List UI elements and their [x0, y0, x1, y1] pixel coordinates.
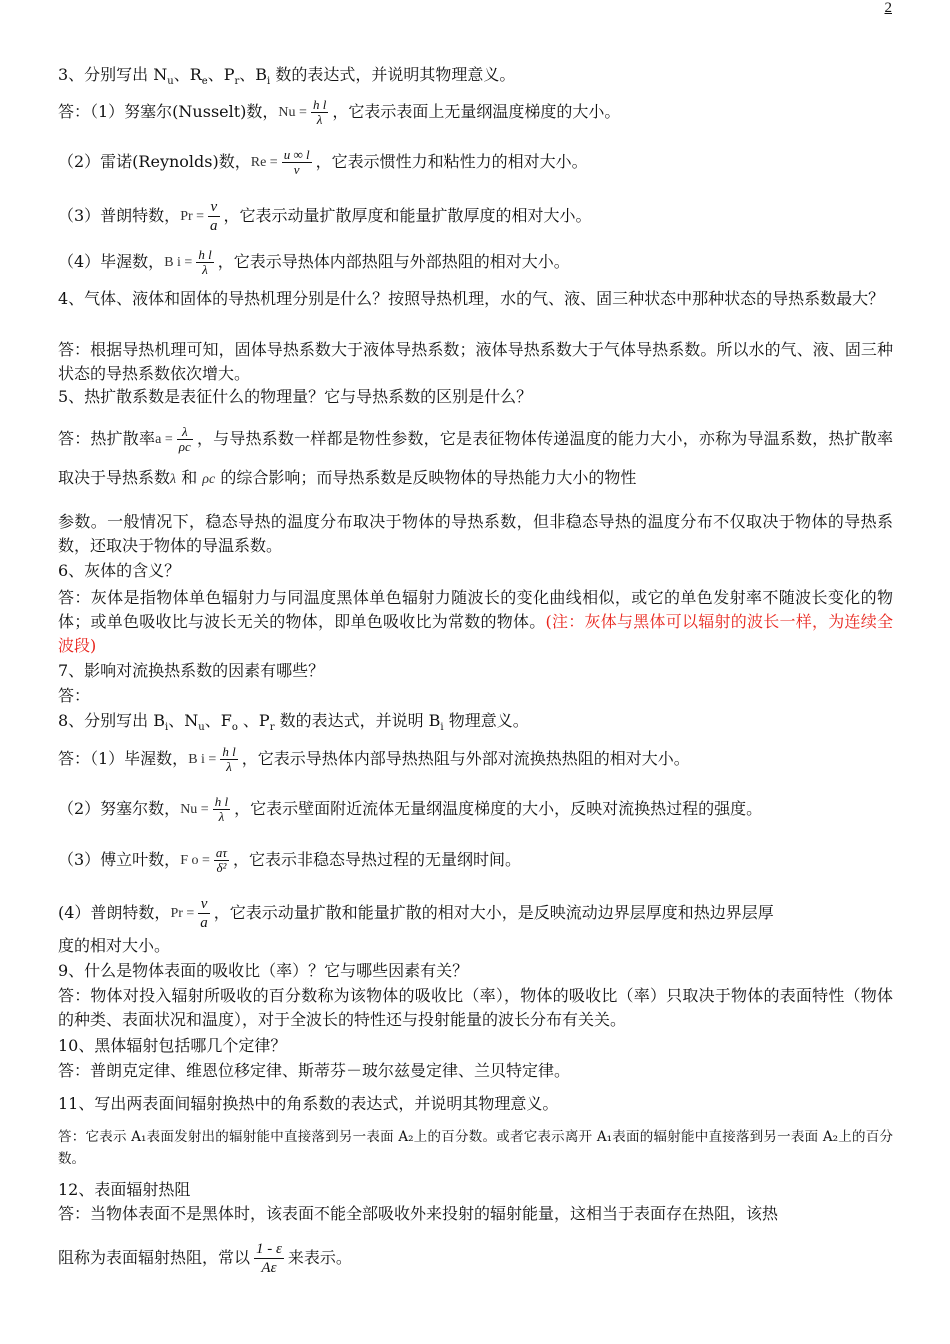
lambda-symbol: λ [170, 471, 177, 487]
q6-question: 6、灰体的含义？ [58, 561, 181, 580]
q5-question: 5、热扩散系数是表征什么的物理量？它与导热系数的区别是什么？ [58, 387, 533, 406]
q10-question: 10、黑体辐射包括哪几个定律？ [58, 1036, 287, 1055]
q5-answer-cont: 参数。一般情况下，稳态导热的温度分布取决于物体的导热系数，但非稳态导热的温度分布不仅取决于物体的导热系数，还取决于物体的导温系数。 [58, 512, 893, 555]
q8-answer-4-cont: 度的相对大小。 [58, 936, 171, 955]
q9-question: 9、什么是物体表面的吸收比（率）？它与哪些因素有关？ [58, 961, 469, 980]
fraction-fourier: $\frac{a\tau}{\text{δ²}}$ [215, 845, 228, 875]
formula-lhs: Pr = [180, 208, 205, 224]
q8-answer-3: （3）傅立叶数，F o = $\frac{a\tau}{\text{δ²}}$ ，它表示非稳态导热过程的无量纲时间。 [58, 845, 522, 875]
fraction-diffusivity: $\frac{\lambda}{\rho c}$ [178, 424, 191, 454]
q3-answer-4: （4）毕渥数，B i = $\frac{\text{h l}}{\lambda}$ ，它表示导热体内部热阻与外部热阻的相对大小。 [58, 247, 570, 277]
q12-answer: 答：当物体表面不是黑体时，该表面不能全部吸收外来投射的辐射能量，这相当于表面存在热阻，该热 [58, 1204, 779, 1223]
fraction-biot: $\frac{\text{h l}}{\lambda}$ [198, 247, 212, 277]
q12-answer-cont: 阻称为表面辐射热阻，常以 $\frac{1 - \varepsilon}{A\varepsilon}$ 来表示。 [58, 1241, 352, 1276]
q11-answer: 答：它表示 A₁表面发射出的辐射能中直接落到另一表面 A₂上的百分数。或者它表示离开 A₁表面的辐射能中直接落到另一表面 A₂上的百分数。 [58, 1129, 893, 1167]
page-number: 2 [884, 0, 892, 16]
q3-answer-2: （2）雷诺(Reynolds)数，Re = $\frac{u \infty l}{\nu}$ ，它表示惯性力和粘性力的相对大小。 [58, 147, 588, 177]
q7-question: 7、影响对流换热系数的因素有哪些？ [58, 661, 325, 680]
formula-lhs: Re = [250, 154, 278, 170]
q7-answer: 答： [58, 686, 91, 705]
q3-answer-3: （3）普朗特数，Pr = $\frac{\nu}{a}$ ，它表示动量扩散厚度和能量扩散厚度的相对大小。 [58, 199, 592, 234]
q8-question: 8、分别写出 $B_i$、$N_u$、$F_o$ 、$P_r$ 数的表达式，并说明 $B_i$ 物理意义。 [58, 711, 529, 734]
note-text: (注：灰体与黑体可以辐射的波长一样，为连续全波段) [58, 612, 893, 655]
fraction-reynolds: $\frac{u \infty l}{\nu}$ [283, 147, 310, 177]
fraction-prandtl: $\frac{\nu}{a}$ [200, 896, 208, 931]
fraction-nusselt: $\frac{\text{h l}}{\lambda}$ [312, 97, 327, 127]
q6-answer: 答：灰体是指物体单色辐射力与同温度黑体单色辐射力随波长的变化曲线相似，或它的单色发射率不随波长变化的物体；或单色吸收比与波长无关的物体，即单色吸收比为常数的物体。(注：灰体与黑体可以辐射的波长一样，为连续全波段) [58, 588, 893, 655]
q9-answer: 答：物体对投入辐射所吸收的百分数称为该物体的吸收比（率），物体的吸收比（率）只取决于物体的表面特性（物体的种类、表面状况和温度），对于全波长的特性还与投射能量的波长分布有关关。 [58, 986, 893, 1029]
q8-answer-2: （2）努塞尔数，Nu = $\frac{\text{h l}}{\lambda}$ ，它表示壁面附近流体无量纲温度梯度的大小，反映对流换热过程的强度。 [58, 794, 763, 824]
q4-question: 4、气体、液体和固体的导热机理分别是什么？按照导热机理，水的气、液、固三种状态中那种状态的导热系数最大？ [58, 289, 885, 308]
q8-answer-1: 答：（1）毕渥数，B i = $\frac{\text{h l}}{\lambda}$ ，它表示导热体内部导热热阻与外部对流换热热阻的相对大小。 [58, 744, 690, 774]
fraction-biot: $\frac{\text{h l}}{\lambda}$ [222, 744, 236, 774]
fraction-prandtl: $\frac{\nu}{a}$ [210, 199, 218, 234]
q11-question: 11、写出两表面间辐射换热中的角系数的表达式，并说明其物理意义。 [58, 1094, 559, 1113]
q3-answer-1: 答：（1）努塞尔(Nusselt)数，Nu = $\frac{\text{h l}}{\lambda}$ ，它表示表面上无量纲温度梯度的大小。 [58, 97, 621, 127]
q10-answer: 答：普朗克定律、维恩位移定律、斯蒂芬－玻尔兹曼定律、兰贝特定律。 [58, 1061, 571, 1080]
q3-question: 3、分别写出 $N_u$、$R_e$、$P_r$、$B_i$ 数的表达式，并说明其物理意义。 [58, 65, 516, 88]
formula-lhs: Nu = [278, 104, 307, 120]
formula-lhs: B i = [164, 254, 193, 270]
fraction-surface-resistance: $\frac{1 - \varepsilon}{A\varepsilon}$ [256, 1241, 282, 1276]
q12-question: 12、表面辐射热阻 [58, 1180, 191, 1199]
q4-answer: 答：根据导热机理可知，固体导热系数大于液体导热系数；液体导热系数大于气体导热系数。所以水的气、液、固三种状态的导热系数依次增大。 [58, 340, 893, 383]
rho-c-symbol: ρc [202, 471, 216, 487]
fraction-nusselt: $\frac{\text{h l}}{\lambda}$ [214, 794, 229, 824]
q8-answer-4: (4）普朗特数，Pr = $\frac{\nu}{a}$ ，它表示动量扩散和能量扩散的相对大小，是反映流动边界层厚度和热边界层厚 [58, 896, 774, 931]
q5-answer: 答：热扩散率a = $\frac{\lambda}{\rho c}$ ，与导热系数一样都是物性参数，它是表征物体传递温度的能力大小，亦称为导温系数，热扩散率取决于导热系数λ 和 ρc 的综合影响；而导热系数是反映物体的导热能力大小的物性 [58, 424, 893, 487]
